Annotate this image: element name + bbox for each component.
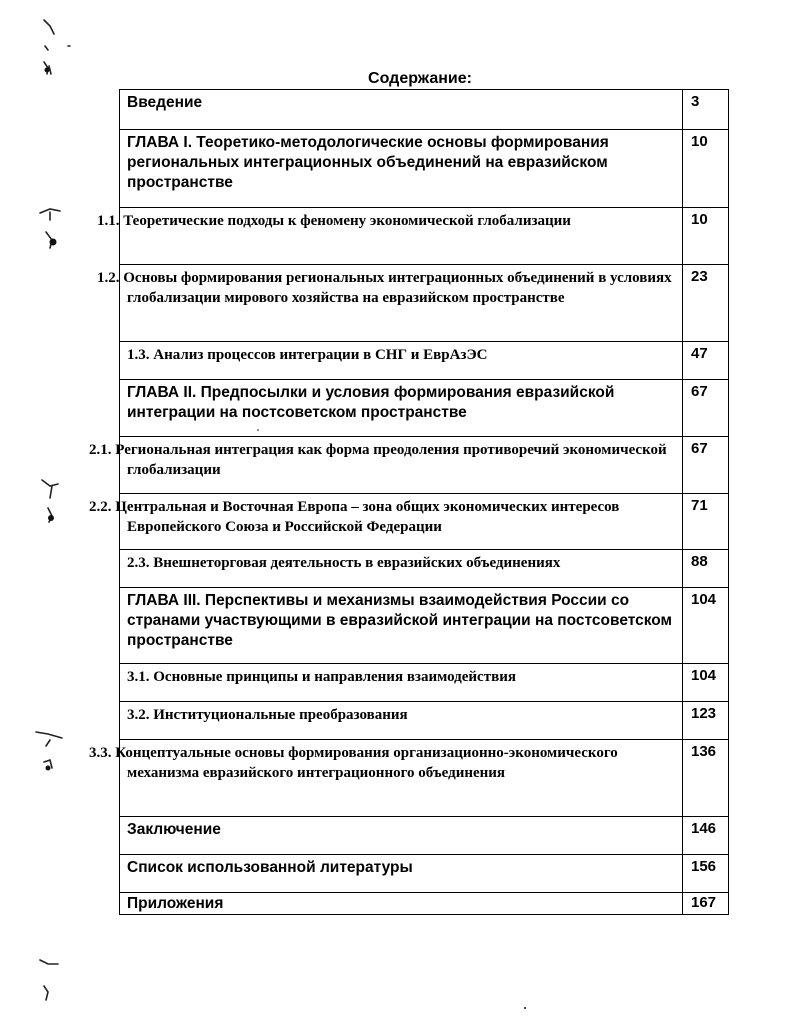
toc-row-appendix <box>120 893 729 915</box>
toc-page: 167 <box>683 893 729 915</box>
toc-row-1-3 <box>120 342 729 380</box>
toc-row-introduction <box>120 90 729 130</box>
toc-entry: Введение <box>120 90 683 130</box>
toc-page: 3 <box>683 90 729 130</box>
toc-entry: 3.3. Концептуальные основы формирования организационно-экономического механизма евразийского интеграционного объединения <box>120 740 683 817</box>
toc-page: 71 <box>683 494 729 550</box>
toc-page: 47 <box>683 342 729 380</box>
toc-page: 104 <box>683 664 729 702</box>
toc-page: 67 <box>683 437 729 494</box>
toc-entry: ГЛАВА III. Перспективы и механизмы взаимодействия России со странами участвующими в евразийской интеграции на постсоветском пространстве <box>120 588 683 664</box>
toc-entry: Приложения <box>120 893 683 915</box>
toc-row-2-2 <box>120 494 729 550</box>
toc-entry: 1.1. Теоретические подходы к феномену экономической глобализации <box>120 208 683 265</box>
toc-entry: Заключение <box>120 817 683 855</box>
toc-row-2-1 <box>120 437 729 494</box>
toc-page: 123 <box>683 702 729 740</box>
toc-row-1-1 <box>120 208 729 265</box>
toc-entry: ГЛАВА II. Предпосылки и условия формирования евразийской интеграции на постсоветском пространстве <box>120 380 683 437</box>
toc-row-3-2 <box>120 702 729 740</box>
toc-page: 67 <box>683 380 729 437</box>
toc-entry: 2.3. Внешнеторговая деятельность в евразийских объединениях <box>120 550 683 588</box>
toc-page: 10 <box>683 208 729 265</box>
toc-row-chapter-1 <box>120 130 729 208</box>
toc-page: 136 <box>683 740 729 817</box>
toc-entry: 2.1. Региональная интеграция как форма преодоления противоречий экономической глобализации <box>120 437 683 494</box>
toc-page: 10 <box>683 130 729 208</box>
toc-row-2-3 <box>120 550 729 588</box>
toc-entry: 1.3. Анализ процессов интеграции в СНГ и ЕврАзЭС <box>120 342 683 380</box>
toc-page: 104 <box>683 588 729 664</box>
toc-entry: 1.2. Основы формирования региональных интеграционных объединений в условиях глобализации мирового хозяйства на евразийском пространстве <box>120 265 683 342</box>
toc-row-1-2 <box>120 265 729 342</box>
table-of-contents <box>89 89 729 915</box>
toc-entry: ГЛАВА I. Теоретико-методологические основы формирования региональных интеграционных объединений на евразийском пространстве <box>120 130 683 208</box>
toc-row-chapter-3 <box>120 588 729 664</box>
toc-row-bibliography <box>120 855 729 893</box>
toc-row-3-1 <box>120 664 729 702</box>
toc-page: 146 <box>683 817 729 855</box>
toc-entry: 2.2. Центральная и Восточная Европа – зона общих экономических интересов Европейского Союза и Российской Федерации <box>120 494 683 550</box>
toc-page: 88 <box>683 550 729 588</box>
toc-entry: Список использованной литературы <box>120 855 683 893</box>
toc-row-chapter-2 <box>120 380 729 437</box>
toc-page: 23 <box>683 265 729 342</box>
toc-row-3-3 <box>120 740 729 817</box>
toc-page: 156 <box>683 855 729 893</box>
toc-entry: 3.1. Основные принципы и направления взаимодействия <box>120 664 683 702</box>
page-title: Содержание: <box>368 70 472 87</box>
toc-row-conclusion <box>120 817 729 855</box>
toc-entry: 3.2. Институциональные преобразования <box>120 702 683 740</box>
